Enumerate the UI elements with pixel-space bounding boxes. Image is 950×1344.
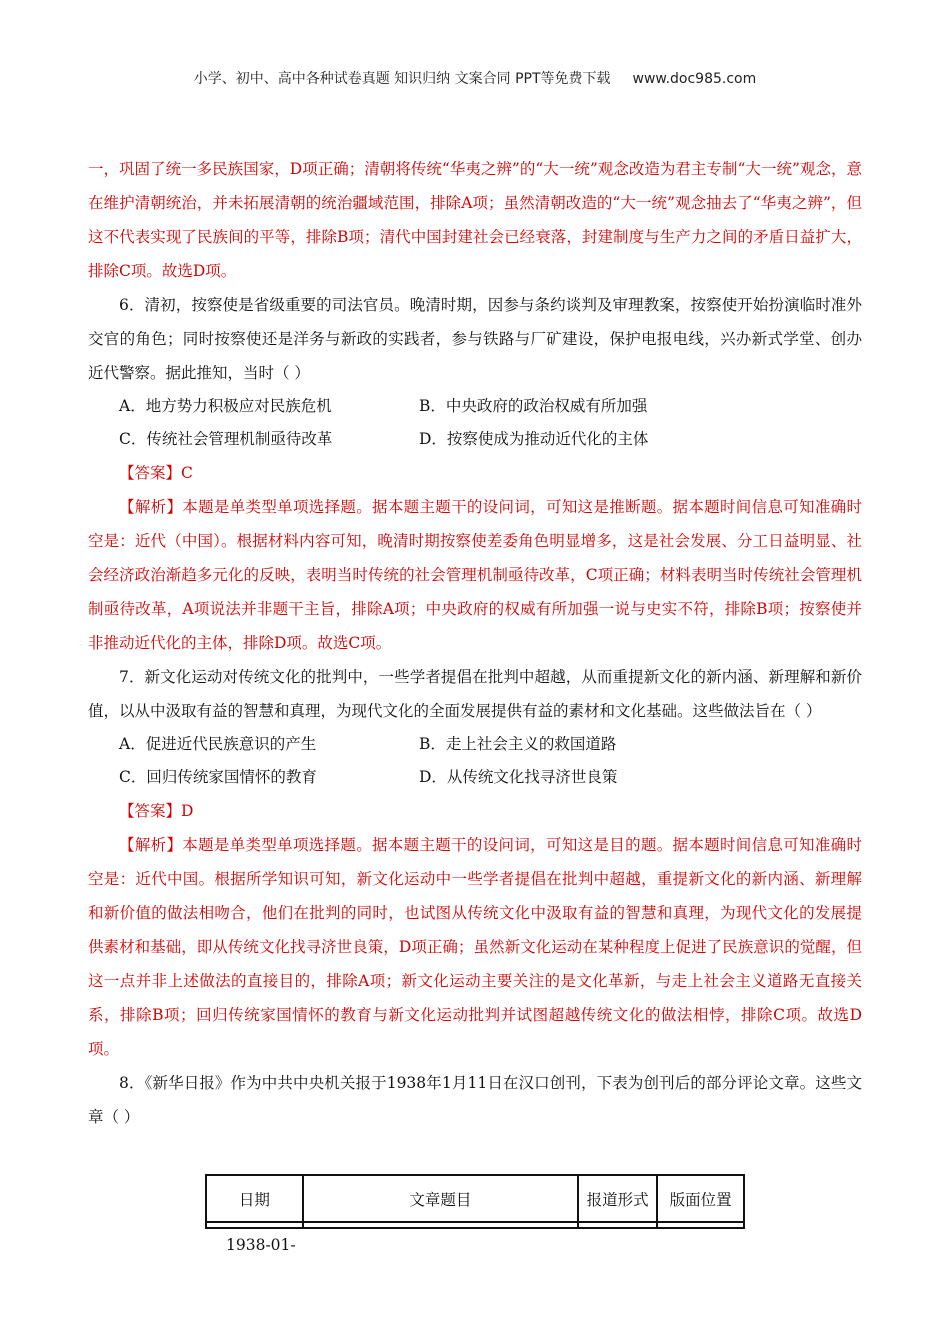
question-7-answer [88, 794, 862, 828]
table-row [206, 1222, 744, 1228]
question-8-stem: 8．《新华日报》作为中共中央机关报于1938年1月11日在汉口创刊，下表为创刊后的部分评论文章。这些文章（ ） [88, 1074, 862, 1126]
header-text: 小学、初中、高中各种试卷真题 知识归纳 文案合同 PPT等免费下载 [193, 71, 611, 87]
answer-label: 【答案】 [119, 464, 182, 482]
document-body [88, 152, 862, 1134]
table-header-position: 版面位置 [657, 1175, 744, 1222]
question-6-options [88, 390, 862, 456]
question-7-option-d: D．从传统文化找寻济世良策 [419, 768, 618, 786]
question-6-option-d: D．按察使成为推动近代化的主体 [419, 430, 649, 448]
table-cell-date-fragment: 1938-01- [226, 1236, 296, 1254]
table-header-form: 报道形式 [578, 1175, 657, 1222]
answer-value: C [181, 464, 193, 482]
page-header [0, 68, 950, 88]
table-header-date: 日期 [206, 1175, 303, 1222]
analysis-text: 本题是单类型单项选择题。据本题主题干的设问词，可知这是推断题。据本题时间信息可知准确时空是：近代（中国）。根据材料内容可知，晚清时期按察使差委角色明显增多，这是社会发展、分工日益明显、社会经济政治渐趋多元化的反映，表明当时传统的社会管理机制亟待改革，C项正确；材料表明当时传统社会管理机制亟待改革，A项说法并非题干主旨，排除A项；中央政府的权威有所加强一说与史实不符，排除B项；按察使并非推动近代化的主体，排除D项。故选C项。 [88, 498, 862, 652]
question-6-answer [88, 456, 862, 490]
question-7-option-c: C．回归传统家国情怀的教育 [119, 768, 317, 786]
question-6-option-a: A．地方势力积极应对民族危机 [119, 397, 332, 415]
question-6-stem: 6．清初，按察使是省级重要的司法官员。晚清时期，因参与条约谈判及审理教案，按察使开始扮演临时准外交官的角色；同时按察使还是洋务与新政的实践者，参与铁路与厂矿建设，保护电报电线，兴办新式学堂、创办近代警察。据此推知，当时（ ） [88, 296, 862, 382]
question-6-option-b: B．中央政府的政治权威有所加强 [419, 397, 648, 415]
question-7-analysis [88, 828, 862, 1066]
question-7-option-a: A．促进近代民族意识的产生 [119, 735, 317, 753]
question-7-option-b: B．走上社会主义的救国道路 [419, 735, 617, 753]
analysis-text: 本题是单类型单项选择题。据本题主题干的设问词，可知这是目的题。据本题时间信息可知准确时空是：近代中国。根据所学知识可知，新文化运动中一些学者提倡在批判中超越，重提新文化的新内涵、新理解和新价值的做法相吻合，他们在批判的同时，也试图从传统文化中汲取有益的智慧和真理，为现代文化的发展提供素材和基础，即从传统文化找寻济世良策，D项正确；虽然新文化运动在某种程度上促进了民族意识的觉醒，但这一点并非上述做法的直接目的，排除A项；新文化运动主要关注的是文化革新，与走上社会主义道路无直接关系，排除B项；回归传统家国情怀的教育与新文化运动批判并试图超越传统文化的做法相悖，排除C项。故选D项。 [88, 836, 862, 1058]
answer-label: 【答案】 [119, 802, 182, 820]
question-7-stem: 7．新文化运动对传统文化的批判中，一些学者提倡在批判中超越，从而重提新文化的新内涵、新理解和新价值，以从中汲取有益的智慧和真理，为现代文化的全面发展提供有益的素材和文化基础。这些做法旨在（ ） [88, 668, 862, 720]
question-7-options [88, 728, 862, 794]
intro-explanation: 一，巩固了统一多民族国家，D项正确；清朝将传统“华夷之辨”的“大一统”观念改造为君主专制“大一统”观念，意在维护清朝统治，并未拓展清朝的统治疆域范围，排除A项；虽然清朝改造的“大一统”观念抽去了“华夷之辨”，但这不代表实现了民族间的平等，排除B项；清代中国封建社会已经衰落，封建制度与生产力之间的矛盾日益扩大，排除C项。故选D项。 [88, 160, 862, 280]
header-site: www.doc985.com [632, 71, 757, 87]
question-6-analysis [88, 490, 862, 660]
analysis-label: 【解析】 [119, 498, 183, 516]
table-header-row [206, 1175, 744, 1222]
table-header-title: 文章题目 [303, 1175, 579, 1222]
answer-value: D [181, 802, 194, 820]
articles-table [205, 1174, 745, 1229]
question-6-option-c: C．传统社会管理机制亟待改革 [119, 430, 333, 448]
analysis-label: 【解析】 [119, 836, 183, 854]
